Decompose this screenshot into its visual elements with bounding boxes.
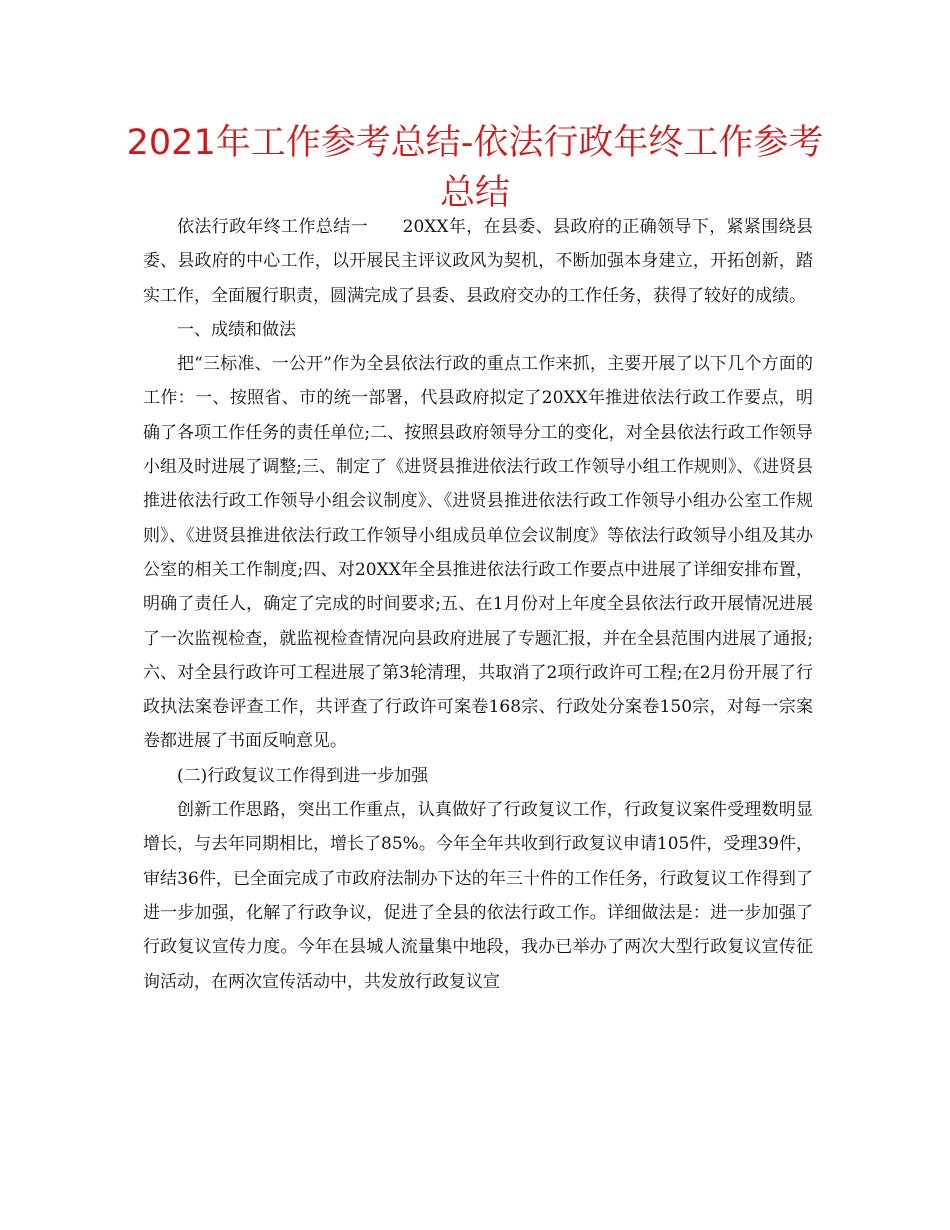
review-paragraph: 创新工作思路，突出工作重点，认真做好了行政复议工作，行政复议案件受理数明显增长，与去年同期相比，增长了85%。今年全年共收到行政复议申请105件，受理39件，审结36件，已全面完成了市政府法制办下达的年三十件的工作任务，行政复议工作得到了进一步加强，化解了行政争议，促进了全县的依法行政工作。详细做法是：进一步加强了行政复议宣传力度。今年在县城人流量集中地段，我办已举办了两次大型行政复议宣传征询活动，在两次宣传活动中，共发放行政复议宣 <box>143 800 813 992</box>
document-body <box>143 210 813 999</box>
document-title: 2021年工作参考总结-依法行政年终工作参考总结 <box>126 123 824 213</box>
section-heading-review: (二)行政复议工作得到进一步加强 <box>177 765 429 786</box>
intro-paragraph: 依法行政年终工作总结一 20XX年，在县委、县政府的正确领导下，紧紧围绕县委、县政府的中心工作，以开展民主评议政风为契机，不断加强本身建立，开拓创新，踏实工作，全面履行职责，圆满完成了县委、县政府交办的工作任务，获得了较好的成绩。 <box>143 217 813 306</box>
achievements-paragraph: 把“三标准、一公开”作为全县依法行政的重点工作来抓，主要开展了以下几个方面的工作：一、按照省、市的统一部署，代县政府拟定了20XX年推进依法行政工作要点，明确了各项工作任务的责任单位;二、按照县政府领导分工的变化，对全县依法行政工作领导小组及时进展了调整;三、制定了《进贤县推进依法行政工作领导小组工作规则》、《进贤县推进依法行政工作领导小组会议制度》、《进贤县推进依法行政工作领导小组办公室工作规则》、《进贤县推进依法行政工作领导小组成员单位会议制度》等依法行政领导小组及其办公室的相关工作制度;四、对20XX年全县推进依法行政工作要点中进展了详细安排布置，明确了责任人，确定了完成的时间要求;五、在1月份对上年度全县依法行政开展情况进展了一次监视检查，就监视检查情况向县政府进展了专题汇报，并在全县范围内进展了通报;六、对全县行政许可工程进展了第3轮清理，共取消了2项行政许可工程;在2月份开展了行政执法案卷评查工作，共评查了行政许可案卷168宗、行政处分案卷150宗，对每一宗案卷都进展了书面反响意见。 <box>143 354 813 752</box>
section-heading-achievements: 一、成绩和做法 <box>177 319 296 340</box>
